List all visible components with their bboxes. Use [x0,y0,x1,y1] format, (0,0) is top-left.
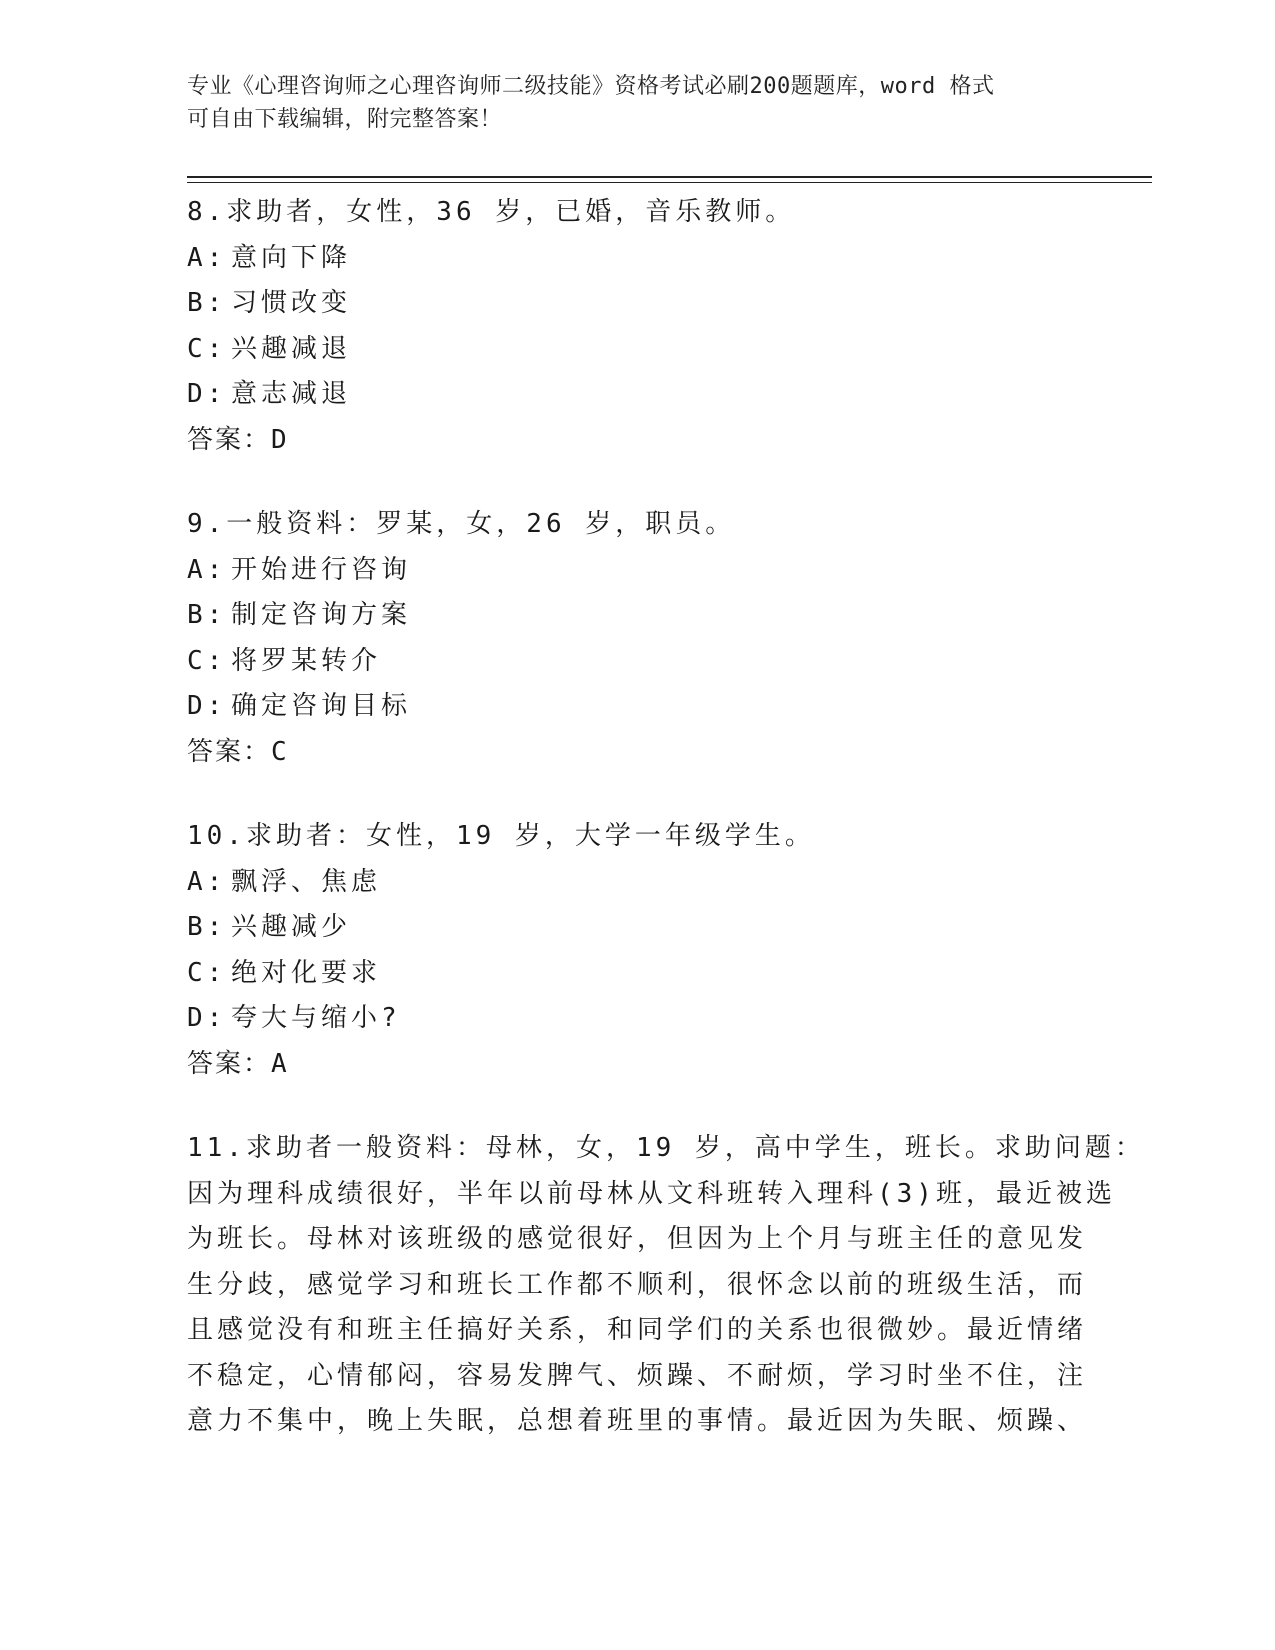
option-b [187,905,1087,951]
option-key: B: [187,288,227,318]
option-text: 夸大与缩小? [231,1003,401,1033]
option-text: 意向下降 [231,242,352,273]
header-title-line-1: 专业《心理咨询师之心理咨询师二级技能》资格考试必刷200题题库，word 格式 [187,74,995,99]
option-text: 确定咨询目标 [231,691,412,721]
answer-line [187,1042,1087,1088]
answer-label: 答案： [187,736,272,767]
option-c [187,639,1087,685]
option-key: A: [187,554,227,585]
option-key: C: [187,645,227,676]
option-key: D: [187,691,227,721]
answer-value: C [271,736,289,767]
question-8 [187,190,1087,463]
option-b [187,281,1087,327]
option-key: D: [187,379,227,409]
option-key: A: [187,242,227,273]
option-text: 兴趣减少 [231,912,352,942]
question-stem: 8.求助者，女性，36 岁，已婚，音乐教师。 [187,197,796,227]
question-9 [187,502,1087,775]
option-text: 将罗某转介 [231,645,382,676]
question-stem-line: 因为理科成绩很好，半年以前母林从文科班转入理科(3)班，最近被选 [187,1178,1116,1209]
option-text: 兴趣减退 [231,333,352,364]
option-c [187,951,1087,997]
option-text: 习惯改变 [231,288,352,318]
option-c [187,327,1087,373]
answer-line [187,730,1087,776]
option-a [187,236,1087,282]
option-key: B: [187,600,227,630]
header-divider-thin [187,182,1152,183]
option-key: C: [187,333,227,364]
question-stem-line: 为班长。母林对该班级的感觉很好，但因为上个月与班主任的意见发 [187,1224,1088,1254]
answer-label: 答案： [187,1048,272,1079]
option-key: B: [187,912,227,942]
question-stem-line: 且感觉没有和班主任搞好关系，和同学们的关系也很微妙。最近情绪 [187,1315,1088,1345]
option-text: 绝对化要求 [231,957,382,988]
question-stem-line: 生分歧，感觉学习和班长工作都不顺利，很怀念以前的班级生活，而 [187,1269,1088,1300]
answer-label: 答案： [187,424,272,455]
option-text: 制定咨询方案 [231,600,412,630]
answer-line [187,418,1087,464]
question-11 [187,1126,1145,1445]
document-header [187,70,1087,136]
option-key: D: [187,1003,227,1033]
option-d [187,372,1087,418]
option-key: C: [187,957,227,988]
option-key: A: [187,866,227,897]
header-title-line-2: 可自由下载编辑，附完整答案！ [187,107,503,132]
option-text: 意志减退 [231,379,352,409]
option-d [187,684,1087,730]
option-text: 开始进行咨询 [231,554,412,585]
question-list [187,190,1145,1484]
option-a [187,548,1087,594]
question-stem-line: 意力不集中，晚上失眠，总想着班里的事情。最近因为失眠、烦躁、 [187,1406,1088,1436]
question-stem-line: 11.求助者一般资料：母林，女，19 岁，高中学生，班长。求助问题： [187,1133,1145,1163]
option-d [187,996,1087,1042]
question-10 [187,814,1087,1087]
question-stem-line: 不稳定，心情郁闷，容易发脾气、烦躁、不耐烦，学习时坐不住，注 [187,1360,1088,1391]
answer-value: D [271,424,289,455]
header-divider-thick [187,176,1152,178]
option-text: 飘浮、焦虑 [231,866,382,897]
question-stem: 9.一般资料：罗某，女，26 岁，职员。 [187,509,736,539]
option-a [187,860,1087,906]
option-b [187,593,1087,639]
question-stem: 10.求助者：女性，19 岁，大学一年级学生。 [187,821,815,851]
answer-value: A [271,1048,289,1079]
